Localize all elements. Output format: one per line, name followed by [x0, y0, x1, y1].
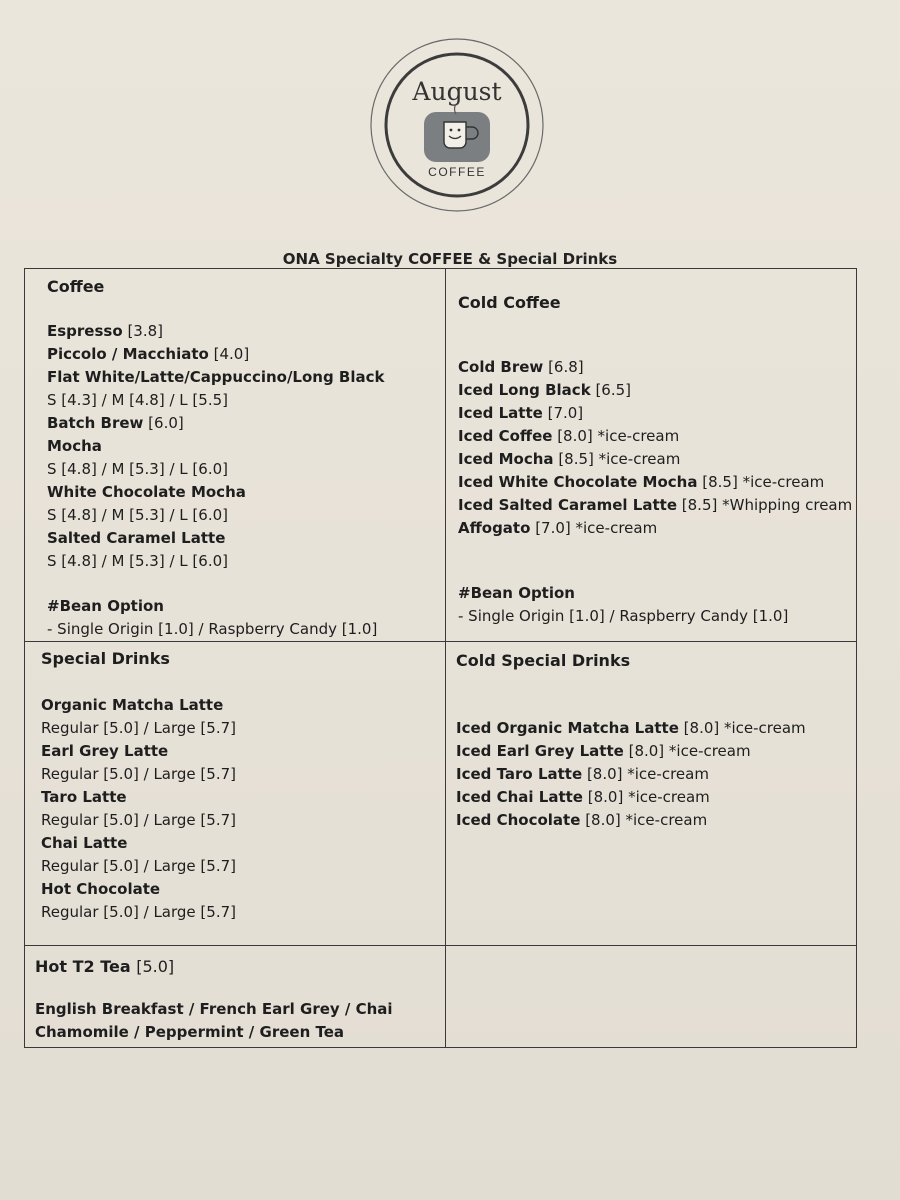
- menu-item: [458, 402, 853, 425]
- menu-item-name: Taro Latte: [41, 788, 127, 806]
- size-prices: S [4.3] / M [4.8] / L [5.5]: [47, 391, 228, 409]
- menu-item: [458, 379, 853, 402]
- special-drinks-heading: Special Drinks: [41, 649, 170, 668]
- item-name: Iced Chai Latte: [456, 788, 583, 806]
- bean-option-list: - Single Origin [1.0] / Raspberry Candy [1.0]: [47, 620, 378, 638]
- item-name: Iced Taro Latte: [456, 765, 583, 783]
- item-price: [8.0] *ice-cream: [683, 719, 806, 737]
- item-name: Iced Salted Caramel Latte: [458, 496, 677, 514]
- menu-item-name: Earl Grey Latte: [41, 742, 169, 760]
- size-prices: S [4.8] / M [5.3] / L [6.0]: [47, 552, 228, 570]
- menu-item: [456, 786, 854, 809]
- menu-item-espresso: [47, 320, 442, 343]
- item-price: [8.0] *ice-cream: [586, 765, 709, 783]
- menu-item: [456, 740, 854, 763]
- bean-option-heading: #Bean Option: [47, 597, 164, 615]
- tea-heading: [35, 955, 440, 978]
- menu-item: [458, 517, 853, 540]
- logo-top-word: August: [412, 77, 502, 106]
- item-name: Iced Coffee: [458, 427, 553, 445]
- tea-section: [35, 955, 440, 1044]
- august-coffee-logo: [368, 38, 546, 212]
- item-name: Iced Mocha: [458, 450, 554, 468]
- menu-table: [24, 268, 857, 1048]
- item-price: [8.0] *ice-cream: [628, 742, 751, 760]
- menu-item-name: Chai Latte: [41, 834, 128, 852]
- item-price: [6.0]: [148, 414, 184, 432]
- item-price: [8.0] *ice-cream: [557, 427, 680, 445]
- menu-item-batch-brew: [47, 412, 442, 435]
- row-divider-1: [25, 641, 856, 642]
- menu-item: [458, 471, 853, 494]
- item-name: Piccolo / Macchiato: [47, 345, 209, 363]
- size-prices: S [4.8] / M [5.3] / L [6.0]: [47, 506, 228, 524]
- menu-item-piccolo: [47, 343, 442, 366]
- row-divider-2: [25, 945, 856, 946]
- bean-option-heading: #Bean Option: [458, 584, 575, 602]
- menu-item-name: Hot Chocolate: [41, 880, 161, 898]
- menu-item: [456, 763, 854, 786]
- menu-item: [458, 494, 853, 517]
- menu-title: ONA Specialty COFFEE & Special Drinks: [282, 250, 618, 268]
- item-price: [8.0] *ice-cream: [587, 788, 710, 806]
- logo-graphic: [368, 38, 546, 212]
- size-prices: S [4.8] / M [5.3] / L [6.0]: [47, 460, 228, 478]
- menu-item-name: Organic Matcha Latte: [41, 696, 224, 714]
- menu-item: [456, 809, 854, 832]
- tea-heading-text: Hot T2 Tea: [35, 957, 131, 976]
- size-prices: Regular [5.0] / Large [5.7]: [41, 811, 236, 829]
- item-price: [3.8]: [127, 322, 163, 340]
- cold-special-drinks-section: [456, 649, 854, 832]
- item-price: [7.0]: [547, 404, 584, 422]
- item-name: Iced Chocolate: [456, 811, 581, 829]
- item-name: Cold Brew: [458, 358, 544, 376]
- size-prices: Regular [5.0] / Large [5.7]: [41, 903, 236, 921]
- menu-item-salted-caramel-latte: Salted Caramel Latte: [47, 529, 226, 547]
- column-divider: [445, 269, 446, 1047]
- tea-price: [5.0]: [136, 957, 175, 976]
- smiling-cup-icon: [424, 104, 490, 162]
- item-name: Iced Long Black: [458, 381, 591, 399]
- item-name: Espresso: [47, 322, 123, 340]
- cold-coffee-section: [458, 291, 853, 628]
- item-price: [7.0] *ice-cream: [535, 519, 658, 537]
- size-prices: Regular [5.0] / Large [5.7]: [41, 765, 236, 783]
- item-price: [8.5] *ice-cream: [702, 473, 825, 491]
- item-name: Iced White Chocolate Mocha: [458, 473, 698, 491]
- cold-coffee-heading: Cold Coffee: [458, 293, 561, 312]
- item-name: Batch Brew: [47, 414, 144, 432]
- size-prices: Regular [5.0] / Large [5.7]: [41, 719, 236, 737]
- menu-item: [458, 448, 853, 471]
- menu-item-mocha: Mocha: [47, 437, 102, 455]
- menu-item: [456, 717, 854, 740]
- item-name: Iced Organic Matcha Latte: [456, 719, 679, 737]
- menu-item: [458, 356, 853, 379]
- item-price: [8.5] *ice-cream: [558, 450, 681, 468]
- item-name: Affogato: [458, 519, 531, 537]
- item-price: [8.5] *Whipping cream: [681, 496, 853, 514]
- menu-item-white-chocolate-mocha: White Chocolate Mocha: [47, 483, 246, 501]
- bean-option-list: - Single Origin [1.0] / Raspberry Candy [1.0]: [458, 607, 789, 625]
- item-price: [6.8]: [548, 358, 584, 376]
- logo-bottom-word: COFFEE: [428, 165, 486, 179]
- item-price: [6.5]: [595, 381, 632, 399]
- tea-varieties-line-2: Chamomile / Peppermint / Green Tea: [35, 1023, 345, 1041]
- item-price: [8.0] *ice-cream: [585, 811, 708, 829]
- item-name: Iced Latte: [458, 404, 543, 422]
- size-prices: Regular [5.0] / Large [5.7]: [41, 857, 236, 875]
- coffee-heading: Coffee: [47, 277, 105, 296]
- menu-item: [458, 425, 853, 448]
- tea-varieties-line-1: English Breakfast / French Earl Grey / Chai: [35, 1000, 393, 1018]
- item-price: [4.0]: [213, 345, 250, 363]
- menu-item-flat-white: Flat White/Latte/Cappuccino/Long Black: [47, 368, 385, 386]
- item-name: Iced Earl Grey Latte: [456, 742, 624, 760]
- special-drinks-section: [41, 647, 441, 924]
- cold-special-heading: Cold Special Drinks: [456, 651, 631, 670]
- coffee-section: [47, 275, 442, 641]
